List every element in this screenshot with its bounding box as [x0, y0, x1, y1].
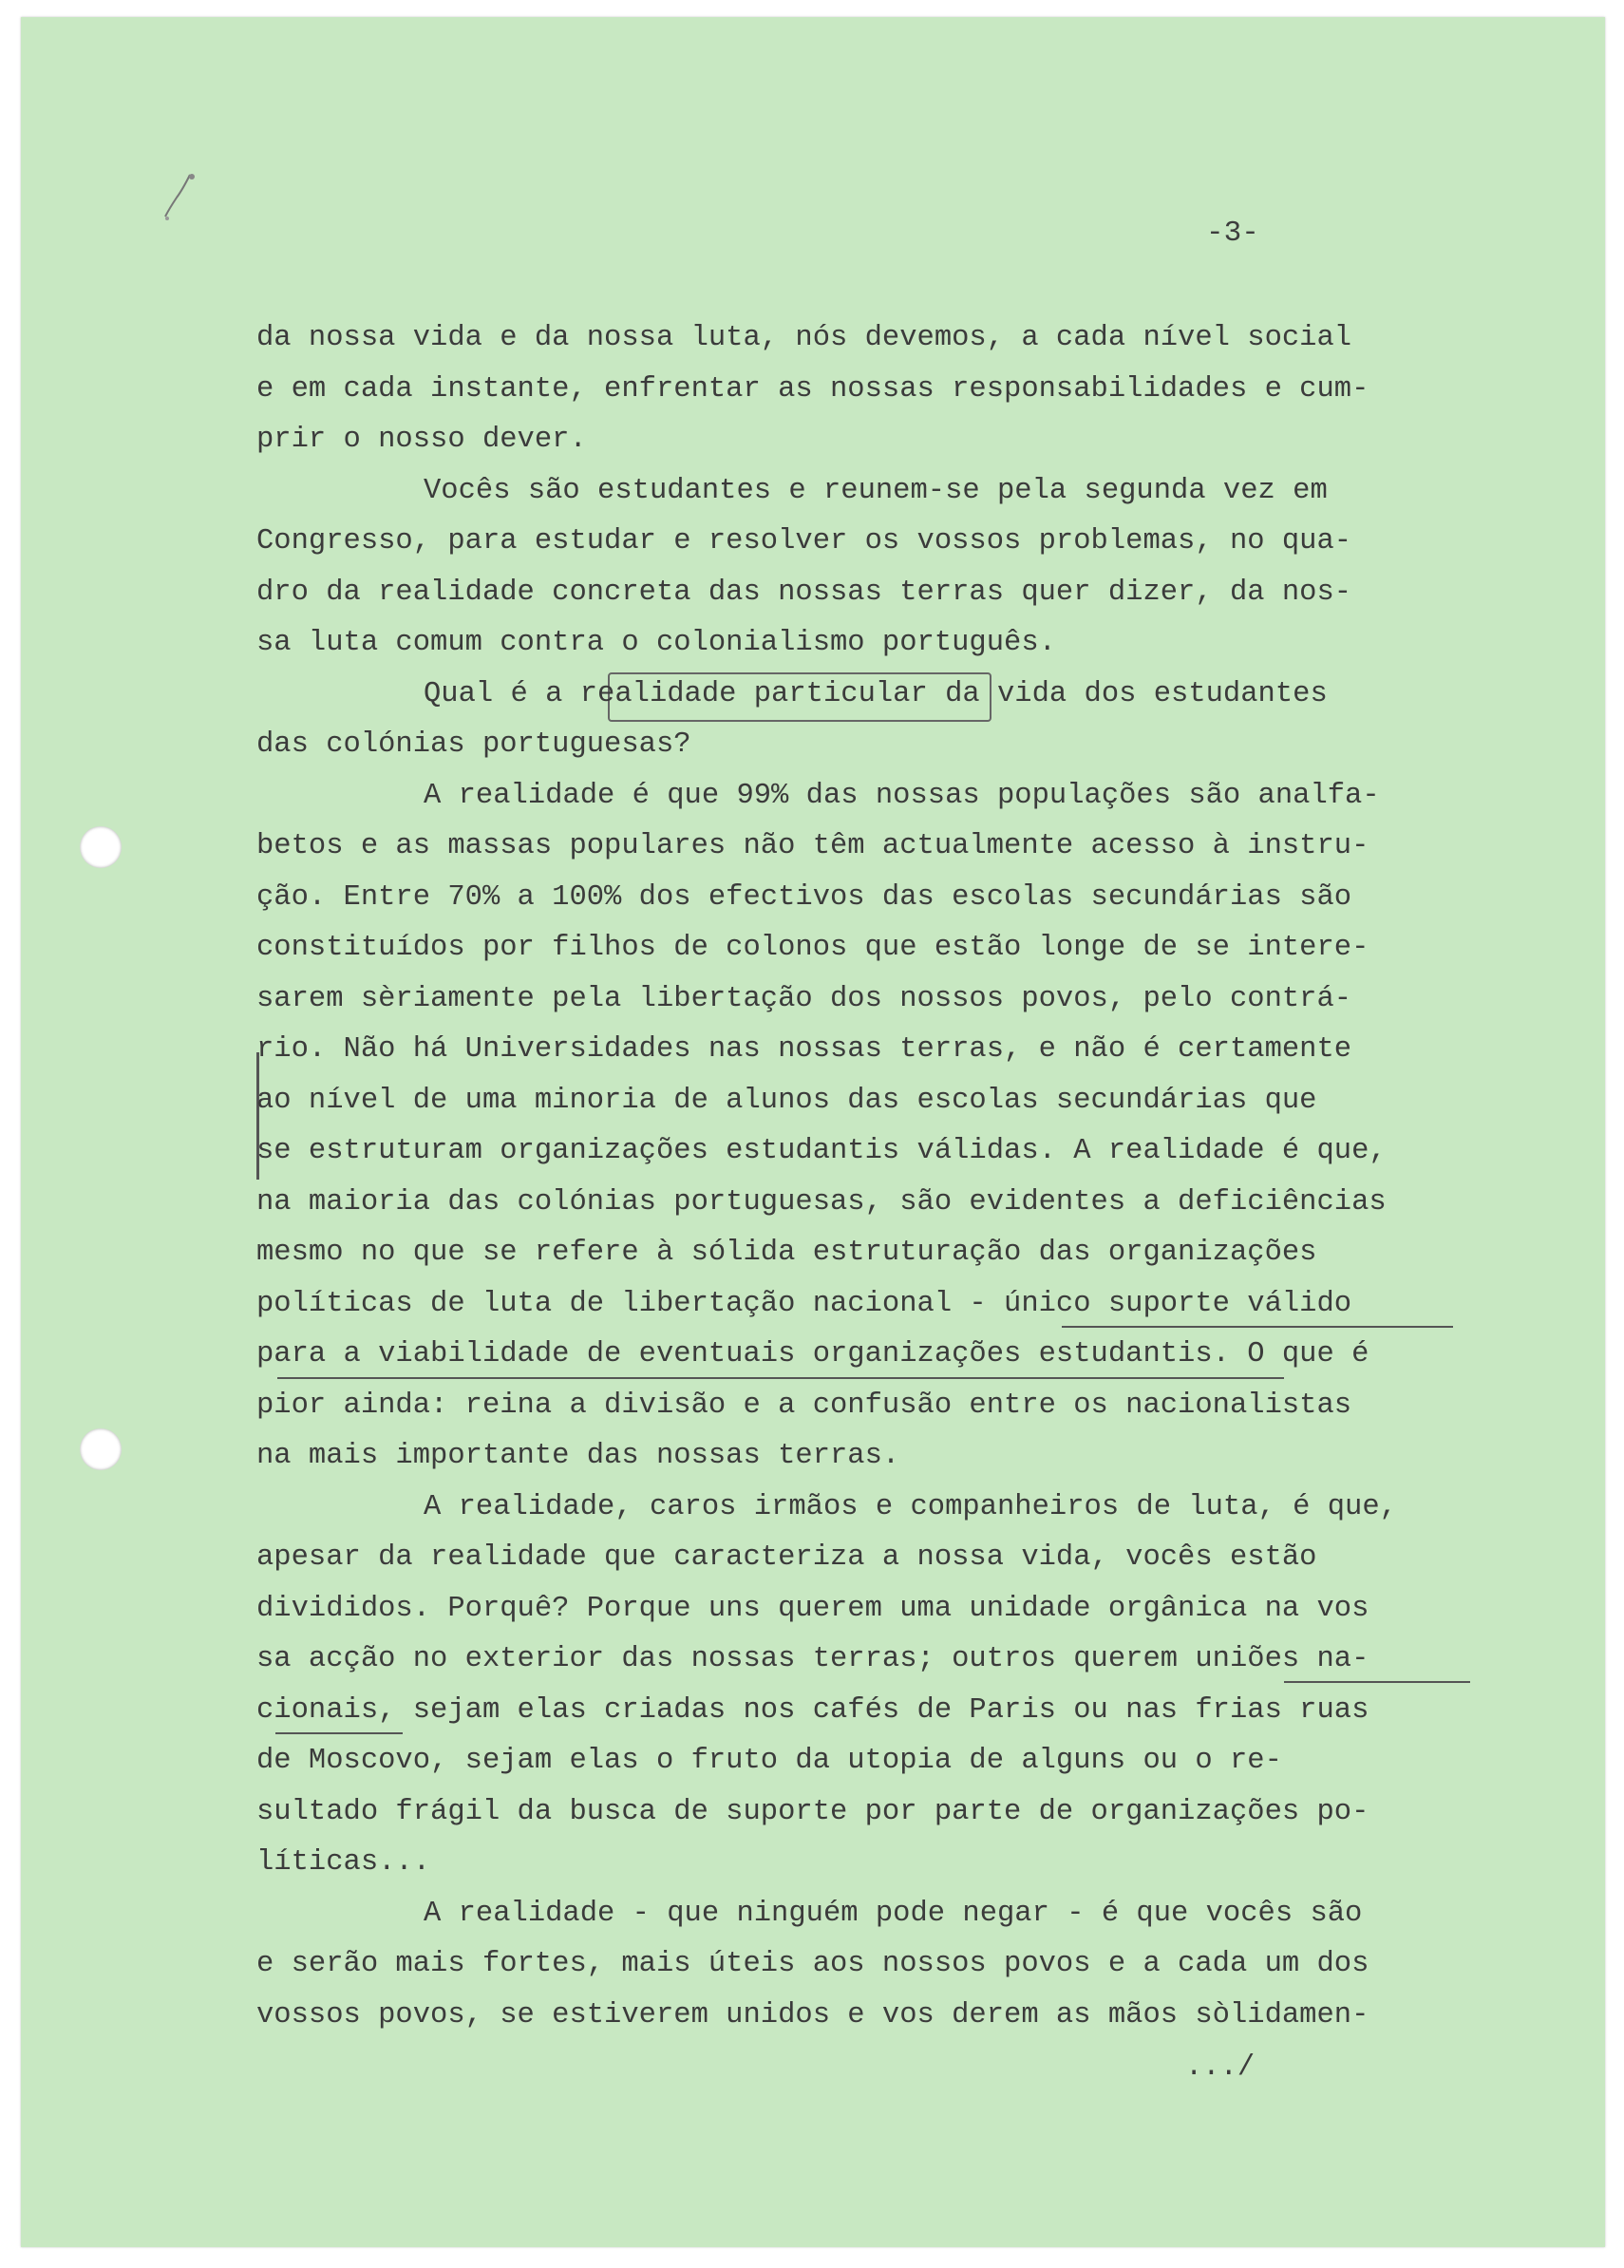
text-line: dro da realidade concreta das nossas terras quer dizer, da nos- — [256, 576, 1352, 609]
punch-hole-top — [80, 826, 122, 868]
text-line: na maioria das colónias portuguesas, são evidentes a deficiências — [256, 1185, 1387, 1219]
text-line: sa luta comum contra o colonialismo português. — [256, 627, 1056, 659]
text-line: prir o nosso dever. — [256, 424, 587, 456]
text-line: sarem sèriamente pela libertação dos nossos povos, pelo contrá- — [256, 982, 1352, 1015]
text-line: apesar da realidade que caracteriza a nossa vida, vocês estão — [256, 1541, 1317, 1574]
text-line: rio. Não há Universidades nas nossas terras, e não é certamente — [256, 1033, 1352, 1066]
text-line: Congresso, para estudar e resolver os vossos problemas, no qua- — [256, 525, 1352, 558]
continuation-mark: .../ — [1185, 2051, 1256, 2084]
text-line: na mais importante das nossas terras. — [256, 1440, 900, 1472]
text-line: ção. Entre 70% a 100% dos efectivos das escolas secundárias são — [256, 880, 1352, 914]
text-line: A realidade - que ninguém pode negar - é que vocês são — [424, 1897, 1363, 1930]
text-line: cionais, sejam elas criadas nos cafés de Paris ou nas frias ruas — [256, 1693, 1369, 1727]
text-line: betos e as massas populares não têm actualmente acesso à instru- — [256, 830, 1369, 862]
ink-smudge-icon — [161, 169, 203, 226]
text-line: pior ainda: reina a divisão e a confusão entre os nacionalistas — [256, 1389, 1352, 1422]
text-line: políticas de luta de libertação nacional - único suporte válido — [256, 1287, 1352, 1320]
body-text — [256, 313, 1529, 2041]
text-line: vossos povos, se estiverem unidos e vos derem as mãos sòlidamen- — [256, 1998, 1369, 2032]
text-line: das colónias portuguesas? — [256, 728, 691, 761]
text-line: da nossa vida e da nossa luta, nós devemos, a cada nível social — [256, 322, 1352, 354]
text-line: se estruturam organizações estudantis válidas. A realidade é que, — [256, 1135, 1387, 1167]
text-line: de Moscovo, sejam elas o fruto da utopia de alguns ou o re- — [256, 1745, 1282, 1777]
text-line: Vocês são estudantes e reunem-se pela segunda vez em — [424, 474, 1328, 507]
text-line: constituídos por filhos de colonos que estão longe de se intere- — [256, 932, 1369, 964]
text-line: A realidade é que 99% das nossas populações são analfa- — [424, 779, 1380, 812]
page-number: -3- — [1206, 217, 1259, 250]
text-line: Qual é a realidade particular da vida dos estudantes — [424, 677, 1328, 710]
text-line: para a viabilidade de eventuais organizações estudantis. O que é — [256, 1338, 1369, 1370]
text-line: A realidade, caros irmãos e companheiros de luta, é que, — [424, 1490, 1397, 1523]
text-line: e em cada instante, enfrentar as nossas responsabilidades e cum- — [256, 372, 1369, 406]
text-line: sultado frágil da busca de suporte por parte de organizações po- — [256, 1795, 1369, 1828]
text-line: ao nível de uma minoria de alunos das escolas secundárias que — [256, 1084, 1317, 1117]
text-line: divididos. Porquê? Porque uns querem uma unidade orgânica na vos — [256, 1592, 1369, 1625]
text-line: líticas... — [256, 1846, 431, 1879]
punch-hole-bottom — [80, 1428, 122, 1470]
text-line: sa acção no exterior das nossas terras; outros querem uniões na- — [256, 1643, 1369, 1675]
text-line: e serão mais fortes, mais úteis aos nossos povos e a cada um dos — [256, 1948, 1369, 1980]
text-line: mesmo no que se refere à sólida estruturação das organizações — [256, 1237, 1317, 1269]
